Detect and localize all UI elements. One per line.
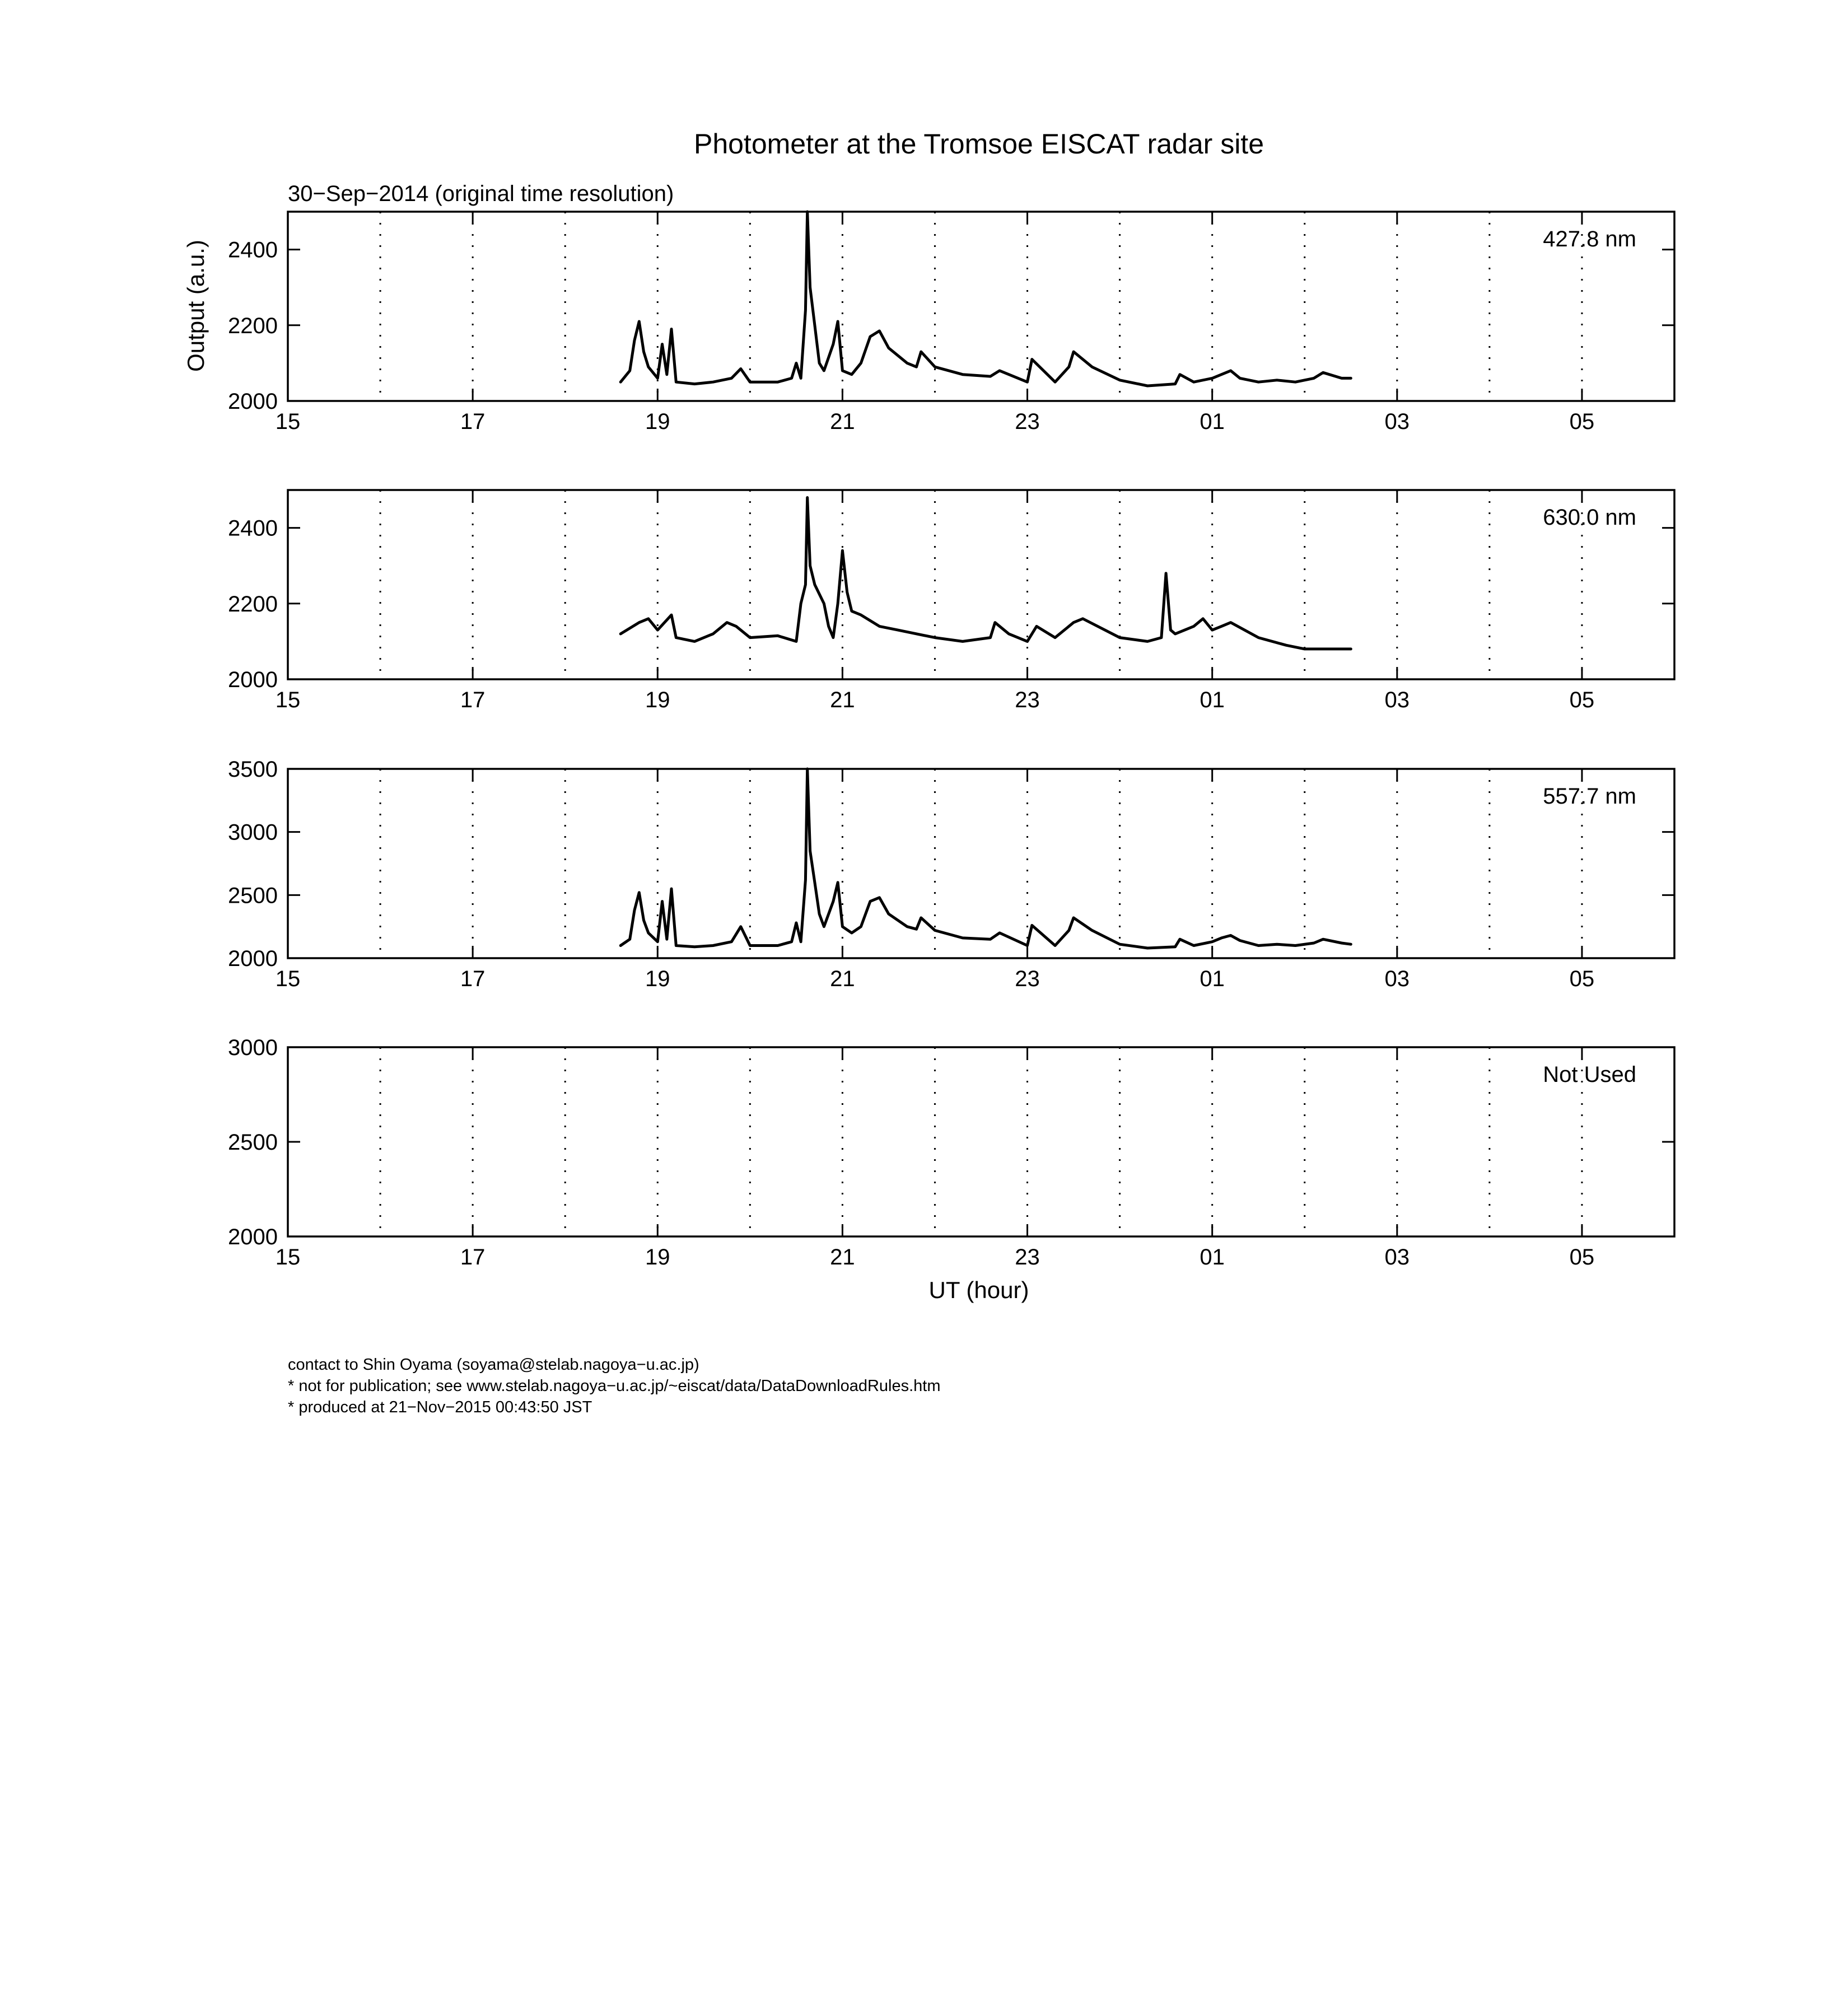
footer-notes xyxy=(288,1356,941,1416)
y-tick-label: 2500 xyxy=(228,1130,278,1155)
figure-subtitle: 30−Sep−2014 (original time resolution) xyxy=(288,181,674,206)
y-tick-label: 3500 xyxy=(228,757,278,782)
x-tick-label: 21 xyxy=(830,409,855,434)
figure-title: Photometer at the Tromsoe EISCAT radar site xyxy=(693,128,1264,160)
series-label-panel-1: 427.8 nm xyxy=(1543,227,1636,251)
series-label-panel-4: Not Used xyxy=(1543,1062,1636,1087)
x-tick-label: 23 xyxy=(1015,688,1040,712)
x-tick-label: 17 xyxy=(460,409,486,434)
series-line-panel-1 xyxy=(620,212,1351,386)
y-tick-label: 2000 xyxy=(228,668,278,692)
axes-frame xyxy=(288,212,1674,401)
panel-3 xyxy=(228,757,1674,991)
series-label-panel-2: 630.0 nm xyxy=(1543,505,1636,530)
x-tick-label: 23 xyxy=(1015,967,1040,991)
y-tick-label: 2000 xyxy=(228,389,278,414)
x-tick-label: 23 xyxy=(1015,1245,1040,1270)
panel-4 xyxy=(228,1035,1674,1270)
x-tick-label: 15 xyxy=(275,967,301,991)
x-tick-label: 17 xyxy=(460,688,486,712)
y-tick-label: 2400 xyxy=(228,237,278,263)
series-line-panel-3 xyxy=(620,769,1351,948)
x-tick-label: 23 xyxy=(1015,409,1040,434)
x-tick-label: 19 xyxy=(645,1245,670,1270)
x-tick-label: 01 xyxy=(1200,1245,1225,1270)
x-tick-label: 05 xyxy=(1569,688,1595,712)
y-tick-label: 2000 xyxy=(228,1225,278,1249)
axes-frame xyxy=(288,1047,1674,1236)
x-tick-label: 15 xyxy=(275,1245,301,1270)
panels xyxy=(228,212,1674,1270)
x-tick-label: 05 xyxy=(1569,409,1595,434)
y-tick-label: 3000 xyxy=(228,820,278,845)
x-tick-label: 05 xyxy=(1569,967,1595,991)
x-axis-label: UT (hour) xyxy=(928,1277,1029,1303)
x-tick-label: 17 xyxy=(460,1245,486,1270)
y-tick-label: 2400 xyxy=(228,516,278,541)
x-tick-label: 01 xyxy=(1200,967,1225,991)
y-tick-label: 2000 xyxy=(228,946,278,971)
x-tick-label: 15 xyxy=(275,409,301,434)
axes-frame xyxy=(288,769,1674,958)
x-tick-label: 03 xyxy=(1384,967,1410,991)
x-tick-label: 17 xyxy=(460,967,486,991)
footer-line-produced: * produced at 21−Nov−2015 00:43:50 JST xyxy=(288,1398,592,1416)
x-tick-label: 19 xyxy=(645,409,670,434)
y-tick-label: 2200 xyxy=(228,591,278,617)
x-tick-label: 01 xyxy=(1200,688,1225,712)
series-label-panel-3: 557.7 nm xyxy=(1543,784,1636,809)
panel-2 xyxy=(228,490,1674,712)
footer-line-rules: * not for publication; see www.stelab.nagoya−u.ac.jp/~eiscat/data/DataDownloadRules.htm xyxy=(288,1377,941,1395)
x-tick-label: 21 xyxy=(830,1245,855,1270)
series-line-panel-2 xyxy=(620,498,1351,649)
y-axis-label: Output (a.u.) xyxy=(183,240,209,372)
x-tick-label: 03 xyxy=(1384,1245,1410,1270)
x-tick-label: 01 xyxy=(1200,409,1225,434)
y-tick-label: 3000 xyxy=(228,1035,278,1060)
x-tick-label: 21 xyxy=(830,967,855,991)
x-tick-label: 05 xyxy=(1569,1245,1595,1270)
x-tick-label: 19 xyxy=(645,967,670,991)
x-tick-label: 19 xyxy=(645,688,670,712)
y-tick-label: 2200 xyxy=(228,313,278,338)
x-tick-label: 15 xyxy=(275,688,301,712)
footer-line-contact: contact to Shin Oyama (soyama@stelab.nagoya−u.ac.jp) xyxy=(288,1356,699,1374)
panel-1 xyxy=(228,212,1674,434)
y-tick-label: 2500 xyxy=(228,883,278,908)
x-tick-label: 03 xyxy=(1384,409,1410,434)
x-tick-label: 21 xyxy=(830,688,855,712)
axes-frame xyxy=(288,490,1674,679)
x-tick-label: 03 xyxy=(1384,688,1410,712)
